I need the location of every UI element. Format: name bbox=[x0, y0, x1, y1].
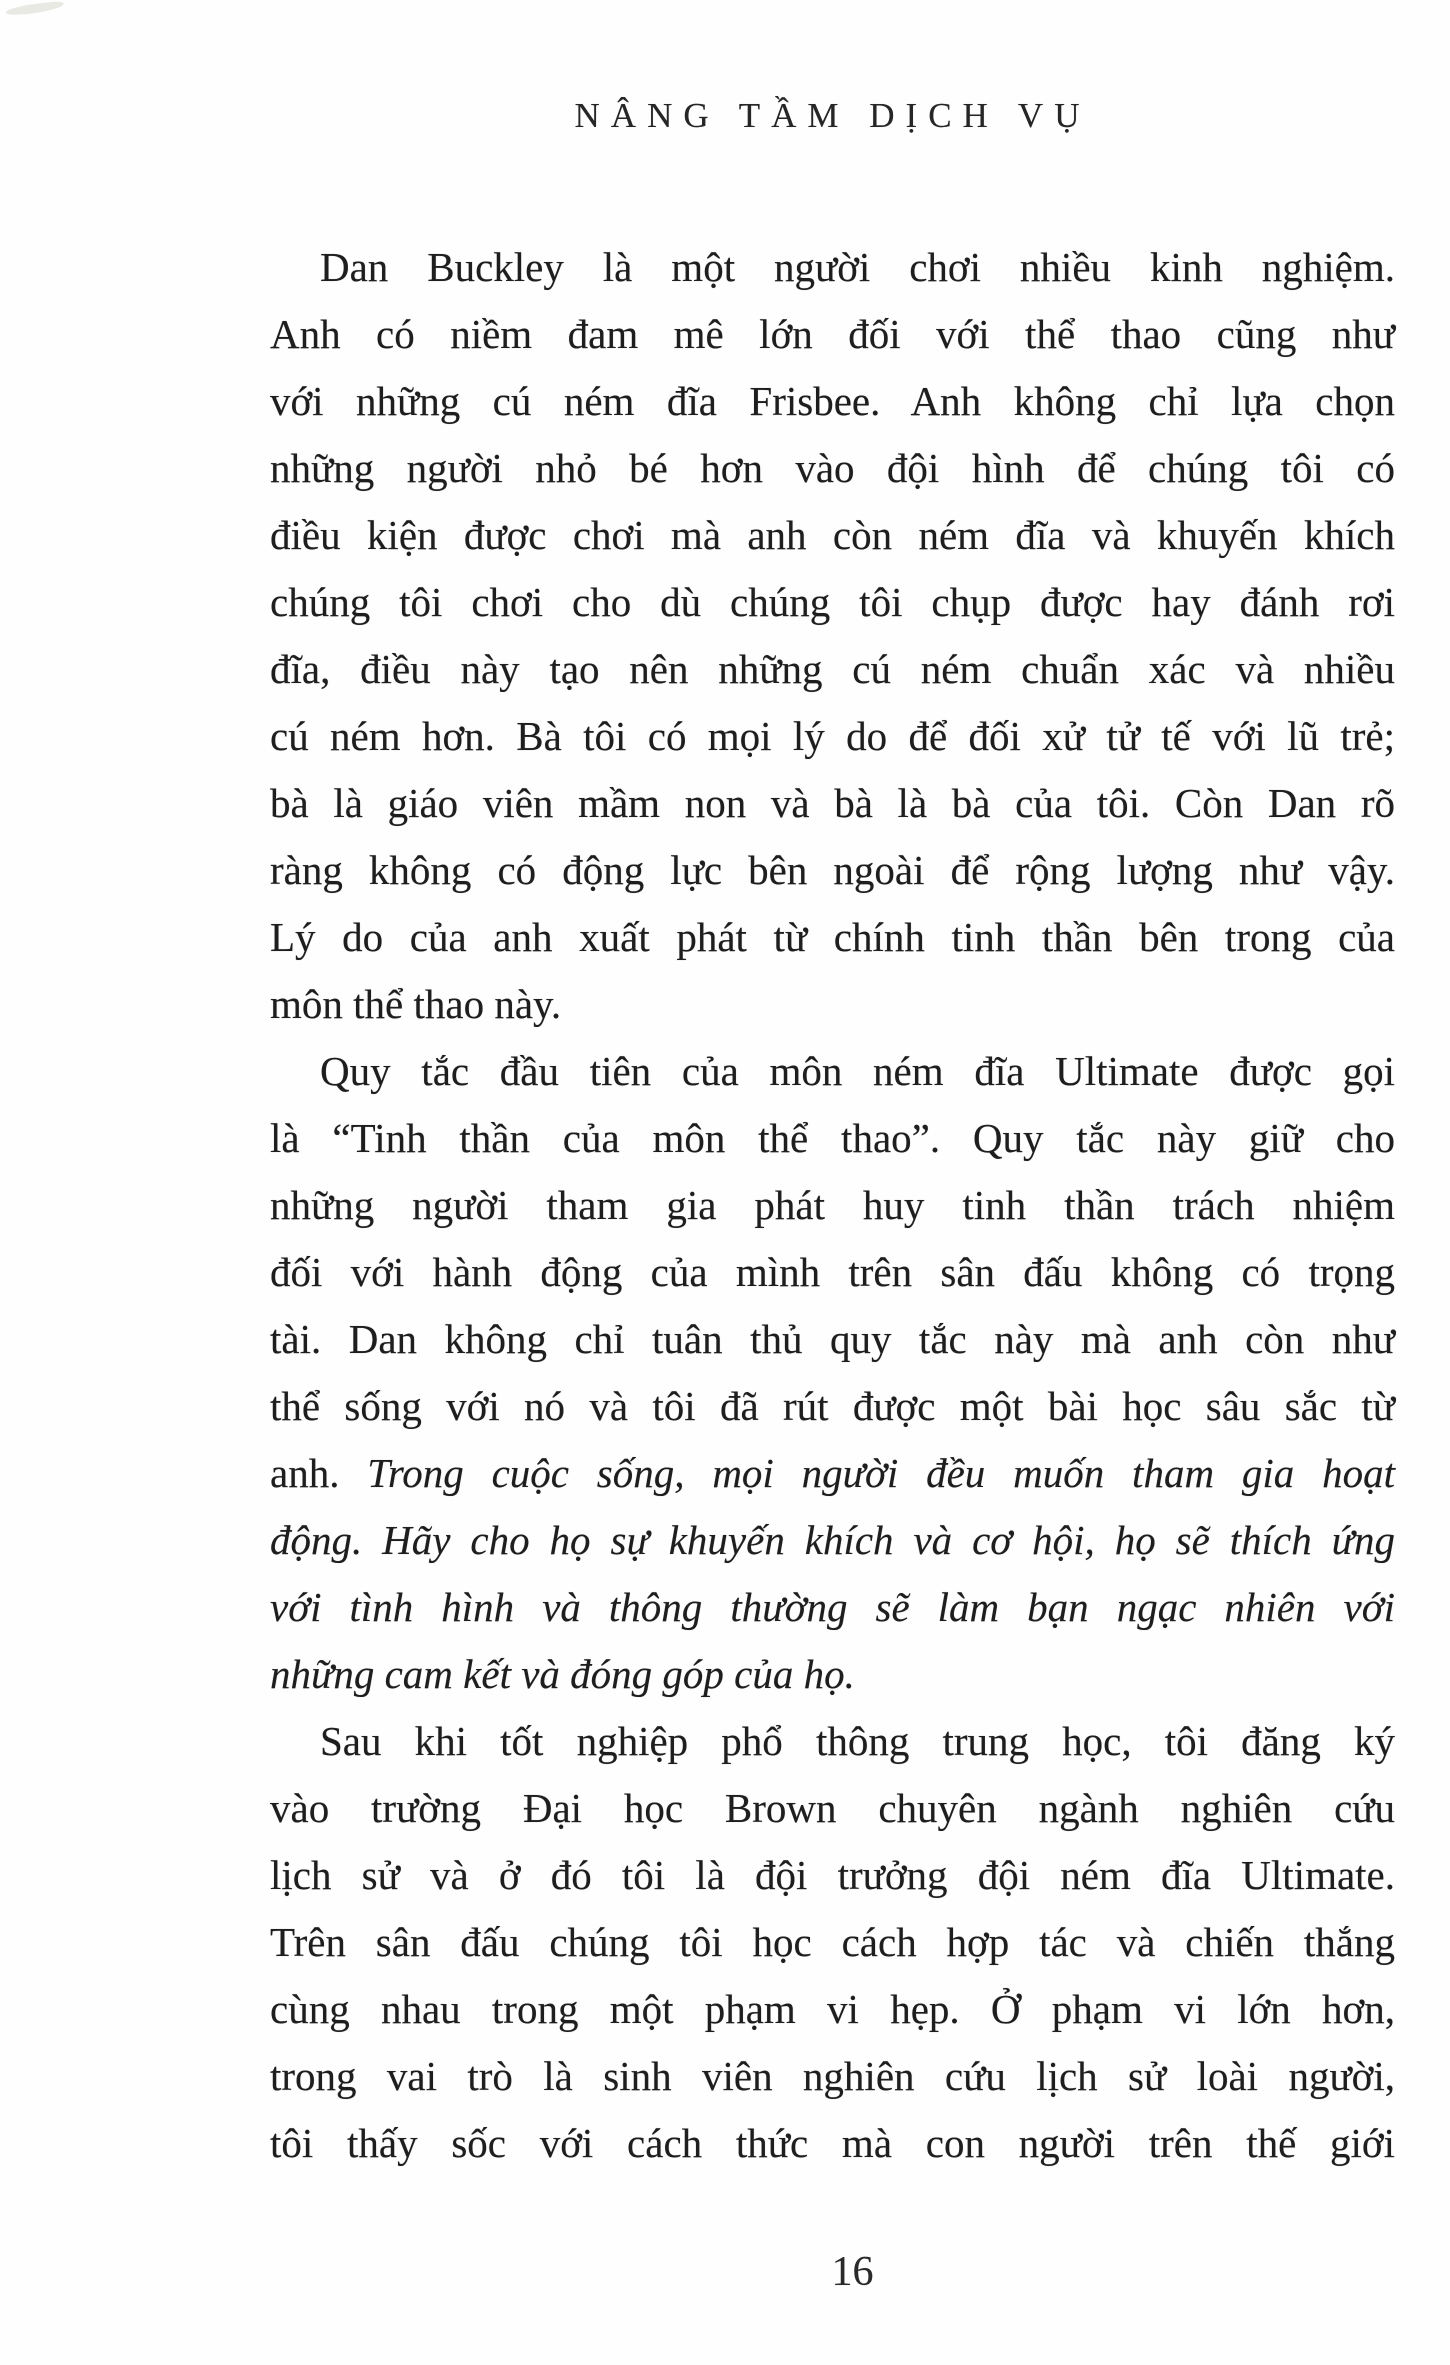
italic-text-segment: những cam kết và đóng góp của họ. bbox=[270, 1651, 855, 1697]
text-segment: Lý do của anh xuất phát từ chính tinh thần bên trong của bbox=[270, 914, 1395, 960]
text-line bbox=[270, 703, 1395, 770]
text-line bbox=[270, 770, 1395, 837]
text-line bbox=[270, 1105, 1395, 1172]
text-line bbox=[270, 1708, 1395, 1775]
text-segment: những người tham gia phát huy tinh thần trách nhiệm bbox=[270, 1182, 1395, 1228]
text-segment: ràng không có động lực bên ngoài để rộng lượng như vậy. bbox=[270, 847, 1395, 893]
running-header: NÂNG TẦM DỊCH VỤ bbox=[574, 96, 1091, 135]
text-line bbox=[270, 1641, 1395, 1708]
text-line bbox=[270, 502, 1395, 569]
text-segment: anh. bbox=[270, 1450, 368, 1496]
text-line bbox=[270, 1440, 1395, 1507]
text-segment: là “Tinh thần của môn thể thao”. Quy tắc này giữ cho bbox=[270, 1115, 1395, 1161]
text-segment: tài. Dan không chỉ tuân thủ quy tắc này mà anh còn như bbox=[270, 1316, 1395, 1362]
text-segment: đĩa, điều này tạo nên những cú ném chuẩn xác và nhiều bbox=[270, 646, 1395, 692]
text-line bbox=[270, 2110, 1395, 2177]
text-segment: đối với hành động của mình trên sân đấu không có trọng bbox=[270, 1249, 1395, 1295]
text-segment: những người nhỏ bé hơn vào đội hình để chúng tôi có bbox=[270, 445, 1395, 491]
text-line bbox=[270, 1842, 1395, 1909]
text-line bbox=[270, 368, 1395, 435]
page-number: 16 bbox=[831, 2249, 874, 2295]
text-line bbox=[270, 636, 1395, 703]
text-segment: môn thể thao này. bbox=[270, 981, 562, 1027]
text-line bbox=[270, 1172, 1395, 1239]
text-segment: bà là giáo viên mầm non và bà là bà của tôi. Còn Dan rõ bbox=[270, 780, 1395, 826]
text-segment: Quy tắc đầu tiên của môn ném đĩa Ultimate được gọi bbox=[320, 1048, 1395, 1094]
text-segment: chúng tôi chơi cho dù chúng tôi chụp được hay đánh rơi bbox=[270, 579, 1395, 625]
text-line bbox=[270, 1373, 1395, 1440]
italic-text-segment: với tình hình và thông thường sẽ làm bạn ngạc nhiên với bbox=[270, 1584, 1395, 1630]
text-line bbox=[270, 1574, 1395, 1641]
text-segment: tôi thấy sốc với cách thức mà con người trên thế giới bbox=[270, 2120, 1395, 2166]
italic-text-segment: động. Hãy cho họ sự khuyến khích và cơ hội, họ sẽ thích ứng bbox=[270, 1517, 1395, 1563]
text-segment: Anh có niềm đam mê lớn đối với thể thao cũng như bbox=[270, 311, 1395, 357]
text-line bbox=[270, 1507, 1395, 1574]
italic-text-segment: Trong cuộc sống, mọi người đều muốn tham gia hoạt bbox=[367, 1450, 1395, 1496]
text-line bbox=[270, 971, 1395, 1038]
text-segment: cú ném hơn. Bà tôi có mọi lý do để đối xử tử tế với lũ trẻ; bbox=[270, 713, 1395, 759]
text-line bbox=[270, 301, 1395, 368]
text-line bbox=[270, 904, 1395, 971]
text-line bbox=[270, 234, 1395, 301]
text-line bbox=[270, 569, 1395, 636]
text-line bbox=[270, 1775, 1395, 1842]
body-text bbox=[270, 234, 1395, 2177]
text-line bbox=[270, 1306, 1395, 1373]
text-line bbox=[270, 435, 1395, 502]
text-line bbox=[270, 837, 1395, 904]
text-line bbox=[270, 1909, 1395, 1976]
text-segment: lịch sử và ở đó tôi là đội trưởng đội ném đĩa Ultimate. bbox=[270, 1852, 1395, 1898]
text-segment: với những cú ném đĩa Frisbee. Anh không chỉ lựa chọn bbox=[270, 378, 1395, 424]
text-segment: Trên sân đấu chúng tôi học cách hợp tác và chiến thắng bbox=[270, 1919, 1395, 1965]
text-line bbox=[270, 1239, 1395, 1306]
text-line bbox=[270, 2043, 1395, 2110]
text-segment: trong vai trò là sinh viên nghiên cứu lịch sử loài người, bbox=[270, 2053, 1395, 2099]
text-segment: điều kiện được chơi mà anh còn ném đĩa và khuyến khích bbox=[270, 512, 1395, 558]
text-segment: cùng nhau trong một phạm vi hẹp. Ở phạm vi lớn hơn, bbox=[270, 1986, 1395, 2032]
text-line bbox=[270, 1976, 1395, 2043]
scan-artifact-mark bbox=[6, 0, 65, 17]
text-segment: thể sống với nó và tôi đã rút được một bài học sâu sắc từ bbox=[270, 1383, 1395, 1429]
text-line bbox=[270, 1038, 1395, 1105]
text-segment: Sau khi tốt nghiệp phổ thông trung học, tôi đăng ký bbox=[320, 1718, 1395, 1764]
text-segment: Dan Buckley là một người chơi nhiều kinh nghiệm. bbox=[320, 244, 1395, 290]
text-segment: vào trường Đại học Brown chuyên ngành nghiên cứu bbox=[270, 1785, 1395, 1831]
